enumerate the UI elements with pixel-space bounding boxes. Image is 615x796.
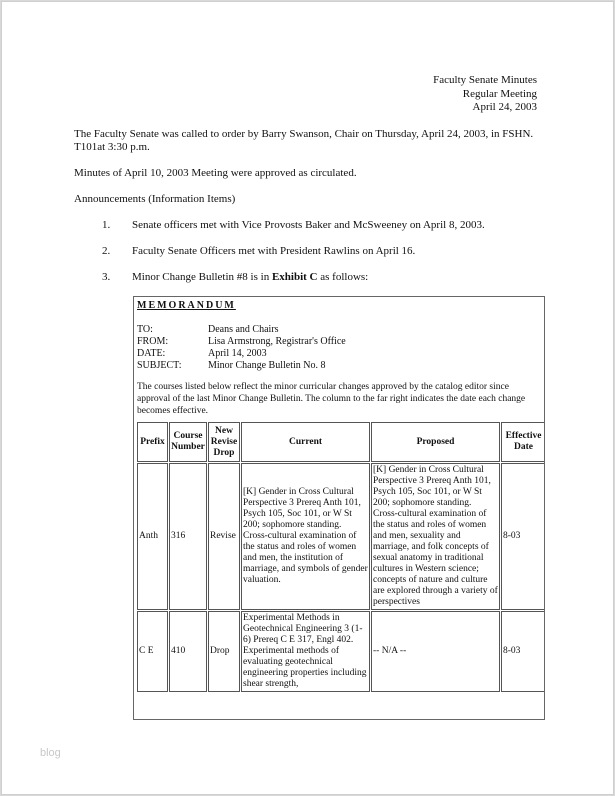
- watermark-text: blog: [40, 747, 61, 759]
- col-prefix: Prefix: [137, 422, 168, 462]
- table-header-row: [137, 422, 545, 462]
- memo-to-value: Deans and Chairs: [208, 324, 279, 335]
- item-number: 3.: [102, 271, 111, 283]
- cell-action: Drop: [208, 611, 240, 692]
- memo-subject-label: SUBJECT:: [137, 360, 182, 371]
- table-row: [137, 611, 545, 692]
- opening-paragraph: The Faculty Senate was called to order by Barry Swanson, Chair on Thursday, April 24, 2003, in FSHN. T101at 3:30 p.m.: [74, 128, 534, 153]
- cell-proposed: -- N/A --: [371, 611, 500, 692]
- cell-proposed: [K] Gender in Cross Cultural Perspective 3 Prereq Anth 101, Psych 105, Soc 101, or W St 200; sophomore standing. Cross-cultural examination of the status and roles of women and men, sexuality and marriage, and folk concepts of sexual anatomy in traditional cultures in Western science; concepts of nature and culture are explored through a variety of perspectives: [371, 463, 500, 610]
- memo-from-label: FROM:: [137, 336, 169, 347]
- exhibit-reference: Exhibit C: [271, 271, 318, 283]
- minutes-paragraph: Minutes of April 10, 2003 Meeting were approved as circulated.: [74, 167, 357, 179]
- document-page: [1, 1, 614, 795]
- col-current: Current: [241, 422, 370, 462]
- col-proposed: Proposed: [371, 422, 500, 462]
- col-new-revise-drop: New Revise Drop: [208, 422, 240, 462]
- item-number: 2.: [102, 245, 111, 257]
- cell-effective: 8-03: [501, 463, 545, 610]
- col-course-number: Course Number: [169, 422, 207, 462]
- cell-course-number: 410: [169, 611, 207, 692]
- cell-prefix: C E: [137, 611, 168, 692]
- table-row: [137, 463, 545, 610]
- cell-current: [K] Gender in Cross Cultural Perspective 3 Prereq Anth 101, Psych 105, Soc 101, or W St 200; sophomore standing. Cross-cultural examination of the status and roles of women and men, the institution of marriage, and symbols of gender valuation.: [241, 463, 370, 610]
- header-title: Faculty Senate Minutes: [433, 74, 537, 86]
- col-effective-date: Effective Date: [501, 422, 545, 462]
- memo-date-value: April 14, 2003: [208, 348, 267, 359]
- memo-subject-value: Minor Change Bulletin No. 8: [208, 360, 326, 371]
- minor-change-table: [136, 421, 545, 693]
- item-text: Faculty Senate Officers met with President Rawlins on April 16.: [132, 245, 416, 257]
- cell-current: Experimental Methods in Geotechnical Engineering 3 (1-6) Prereq C E 317, Engl 402. Experimental methods of evaluating geotechnical engineering properties including shear strength,: [241, 611, 370, 692]
- announcements-heading: Announcements (Information Items): [74, 193, 236, 205]
- memo-title: MEMORANDUM: [137, 300, 236, 311]
- item-text-after: as follows:: [317, 271, 369, 283]
- cell-course-number: 316: [169, 463, 207, 610]
- memorandum-box: [133, 296, 545, 720]
- header-meeting-type: Regular Meeting: [462, 88, 537, 100]
- memo-date-label: DATE:: [137, 348, 166, 359]
- memo-intro: The courses listed below reflect the minor curricular changes approved by the catalog editor since approval of the last Minor Change Bulletin. The column to the far right indicates the date each change becomes effective.: [137, 382, 526, 416]
- item-text-before: Minor Change Bulletin #8 is in: [132, 271, 272, 283]
- item-number: 1.: [102, 219, 111, 231]
- cell-effective: 8-03: [501, 611, 545, 692]
- item-text: Senate officers met with Vice Provosts Baker and McSweeney on April 8, 2003.: [132, 219, 485, 231]
- cell-prefix: Anth: [137, 463, 168, 610]
- cell-action: Revise: [208, 463, 240, 610]
- header-date: April 24, 2003: [472, 101, 537, 113]
- memo-from-value: Lisa Armstrong, Registrar's Office: [208, 336, 346, 347]
- memo-to-label: TO:: [137, 324, 153, 335]
- item-text: [132, 271, 368, 284]
